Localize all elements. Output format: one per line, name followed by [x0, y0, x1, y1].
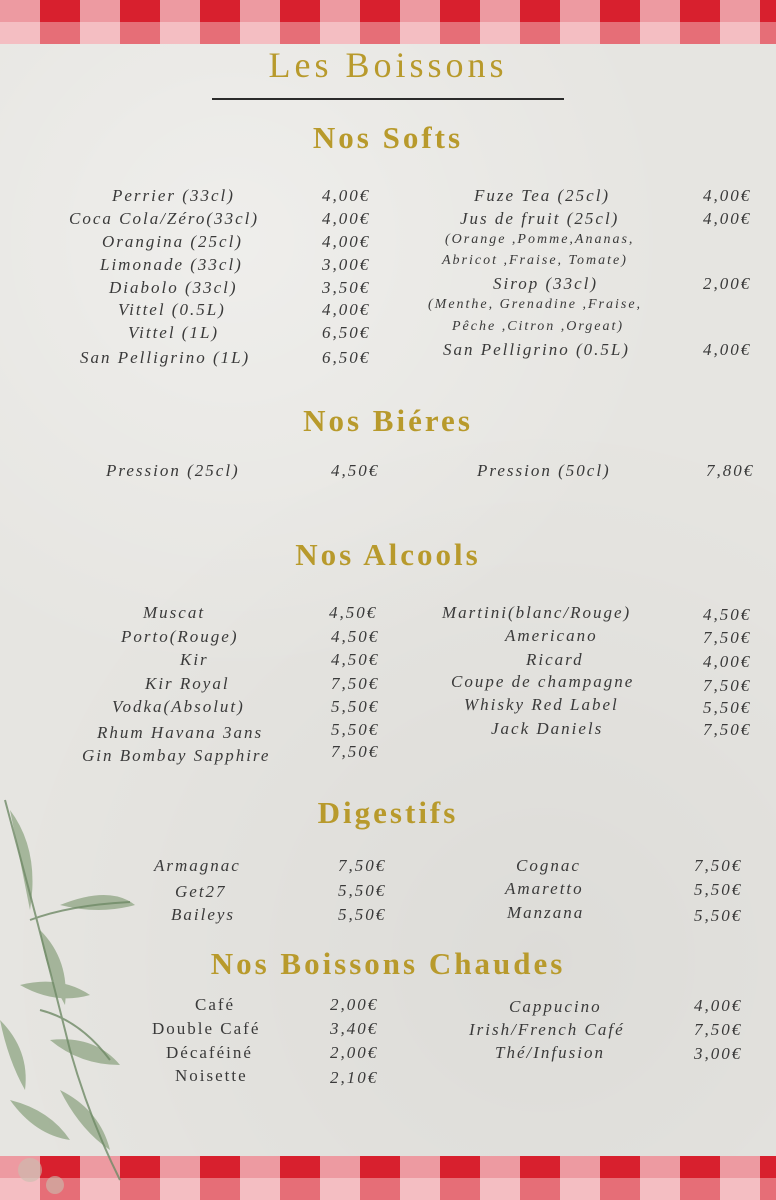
- menu-item-name: Diabolo (33cl): [109, 278, 238, 297]
- menu-item-name: San Pelligrino (1L): [80, 348, 251, 367]
- menu-item-name: Jus de fruit (25cl): [460, 209, 620, 228]
- menu-item-price: 3,50€: [322, 278, 371, 297]
- menu-item-name: Whisky Red Label: [464, 695, 619, 714]
- menu-item-price: 4,50€: [331, 650, 380, 669]
- title-divider: [212, 98, 564, 100]
- menu-item-name: Porto(Rouge): [121, 627, 239, 646]
- menu-item-name: Sirop (33cl): [493, 274, 599, 293]
- menu-item-price: 3,00€: [694, 1044, 743, 1063]
- menu-item-price: 3,40€: [330, 1019, 379, 1038]
- menu-item-name: Limonade (33cl): [100, 255, 243, 274]
- menu-item-price: 4,50€: [331, 461, 380, 480]
- menu-item-note: (Menthe, Grenadine ,Fraise,: [428, 297, 643, 312]
- menu-item-price: 5,50€: [338, 881, 387, 900]
- menu-item-price: 2,00€: [330, 995, 379, 1014]
- menu-item-name: Décaféiné: [166, 1043, 253, 1062]
- menu-item-name: Ricard: [526, 650, 584, 669]
- menu-item-name: Baileys: [171, 905, 236, 924]
- menu-item-price: 7,80€: [706, 461, 755, 480]
- menu-item-name: Rhum Havana 3ans: [97, 723, 264, 742]
- menu-item-name: Vittel (0.5L): [118, 300, 226, 319]
- menu-item-name: Cappucino: [509, 997, 602, 1016]
- menu-item-name: Pression (25cl): [106, 461, 240, 480]
- menu-item-price: 4,00€: [694, 996, 743, 1015]
- menu-item-price: 4,00€: [703, 652, 752, 671]
- menu-item-note: (Orange ,Pomme,Ananas,: [445, 232, 635, 247]
- menu-item-price: 5,50€: [331, 720, 380, 739]
- section-heading-digestifs: Digestifs: [317, 795, 459, 830]
- menu-item-price: 4,00€: [703, 209, 752, 228]
- menu-item-price: 5,50€: [694, 906, 743, 925]
- menu-item-price: 3,00€: [322, 255, 371, 274]
- menu-item-price: 6,50€: [322, 348, 371, 367]
- menu-item-name: Amaretto: [505, 879, 584, 898]
- section-heading-bieres: Nos Biéres: [303, 403, 473, 438]
- menu-item-name: Vittel (1L): [128, 323, 220, 342]
- menu-item-price: 7,50€: [338, 856, 387, 875]
- menu-item-name: Vodka(Absolut): [112, 697, 245, 716]
- menu-item-note: Abricot ,Fraise, Tomate): [442, 253, 628, 268]
- menu-item-name: Orangina (25cl): [102, 232, 243, 251]
- menu-item-name: Irish/French Café: [469, 1020, 625, 1039]
- menu-item-price: 2,10€: [330, 1068, 379, 1087]
- menu-item-price: 4,00€: [703, 186, 752, 205]
- section-heading-softs: Nos Softs: [312, 120, 464, 155]
- menu-item-price: 4,00€: [703, 340, 752, 359]
- menu-item-name: Thé/Infusion: [495, 1043, 605, 1062]
- menu-item-name: Jack Daniels: [491, 719, 604, 738]
- menu-item-price: 7,50€: [331, 742, 380, 761]
- menu-item-price: 7,50€: [703, 628, 752, 647]
- foliage-decoration-icon: [0, 790, 150, 1200]
- menu-item-price: 7,50€: [703, 676, 752, 695]
- menu-item-price: 4,50€: [703, 605, 752, 624]
- menu-item-name: Cognac: [516, 856, 581, 875]
- menu-item-price: 6,50€: [322, 323, 371, 342]
- section-heading-chaudes: Nos Boissons Chaudes: [210, 946, 566, 981]
- menu-item-name: Martini(blanc/Rouge): [442, 603, 632, 622]
- menu-item-price: 7,50€: [703, 720, 752, 739]
- menu-item-name: San Pelligrino (0.5L): [443, 340, 630, 359]
- menu-item-name: Muscat: [143, 603, 206, 622]
- menu-item-name: Kir: [180, 650, 209, 669]
- menu-item-price: 5,50€: [338, 905, 387, 924]
- menu-item-price: 4,50€: [329, 603, 378, 622]
- menu-item-price: 4,00€: [322, 186, 371, 205]
- menu-item-price: 4,00€: [322, 300, 371, 319]
- menu-item-name: Manzana: [507, 903, 585, 922]
- menu-item-price: 5,50€: [703, 698, 752, 717]
- menu-item-name: Get27: [175, 882, 227, 901]
- menu-item-note: Pêche ,Citron ,Orgeat): [452, 319, 625, 334]
- menu-item-price: 4,00€: [322, 232, 371, 251]
- menu-item-name: Kir Royal: [145, 674, 230, 693]
- menu-item-price: 5,50€: [331, 697, 380, 716]
- menu-item-name: Pression (50cl): [477, 461, 611, 480]
- page-title: Les Boissons: [268, 45, 508, 85]
- menu-item-price: 2,00€: [330, 1043, 379, 1062]
- menu-item-name: Coca Cola/Zéro(33cl): [69, 209, 259, 228]
- menu-item-name: Americano: [505, 626, 598, 645]
- section-heading-alcools: Nos Alcools: [295, 537, 481, 572]
- menu-item-name: Café: [195, 995, 236, 1014]
- menu-item-price: 7,50€: [694, 856, 743, 875]
- menu-item-price: 4,50€: [331, 627, 380, 646]
- menu-item-price: 5,50€: [694, 880, 743, 899]
- menu-item-price: 2,00€: [703, 274, 752, 293]
- menu-item-name: Perrier (33cl): [112, 186, 235, 205]
- menu-item-price: 4,00€: [322, 209, 371, 228]
- menu-item-name: Armagnac: [154, 856, 241, 875]
- menu-item-name: Coupe de champagne: [451, 672, 635, 691]
- menu-item-name: Fuze Tea (25cl): [474, 186, 611, 205]
- menu-item-price: 7,50€: [694, 1020, 743, 1039]
- menu-item-name: Double Café: [152, 1019, 261, 1038]
- menu-item-name: Noisette: [175, 1066, 248, 1085]
- menu-item-price: 7,50€: [331, 674, 380, 693]
- menu-item-name: Gin Bombay Sapphire: [82, 746, 271, 765]
- gingham-border-top: [0, 0, 776, 44]
